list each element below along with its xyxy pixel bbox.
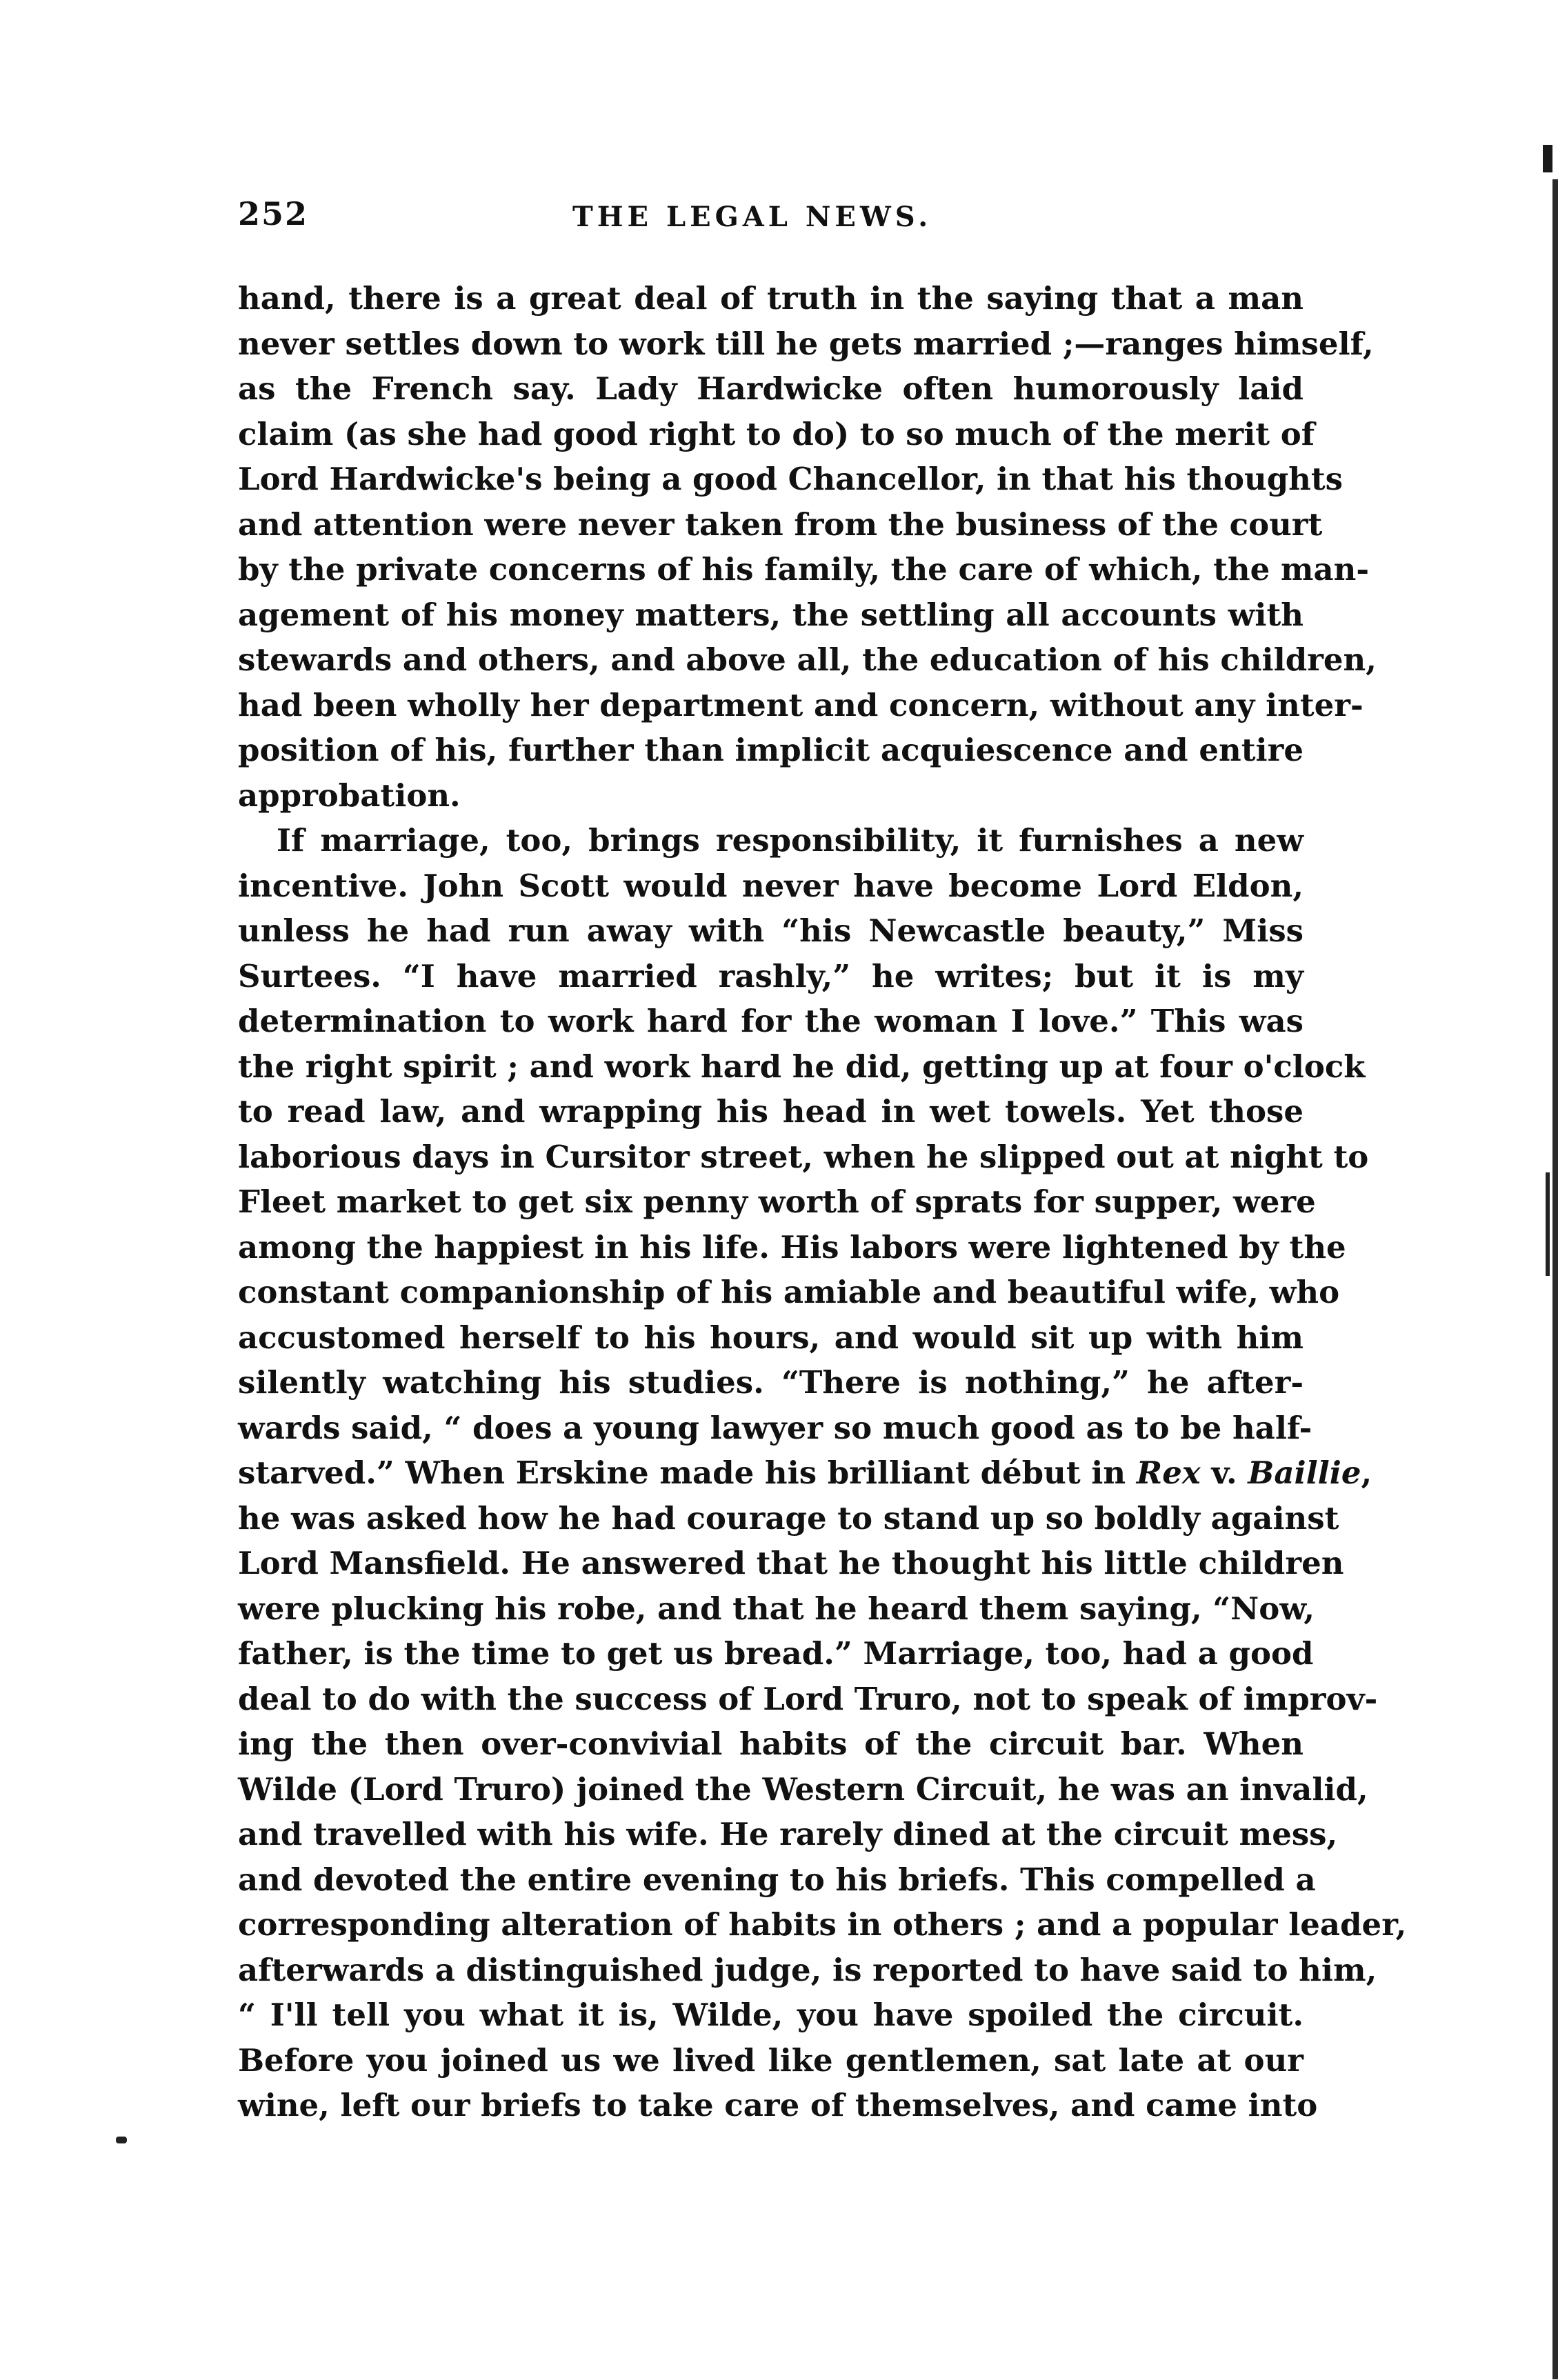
text-line: as the French say. Lady Hardwicke often humorously laid — [238, 370, 1304, 407]
text-line: and attention were never taken from the business of the court — [238, 506, 1323, 543]
body-text — [238, 276, 1407, 2128]
text-segment: starved.” When Erskine made his brilliant début in — [238, 1454, 1126, 1491]
page-edge-mark — [1546, 1172, 1550, 1276]
text-line: had been wholly her department and concern, without any inter- — [238, 686, 1364, 723]
text-line: silently watching his studies. “There is nothing,” he after- — [238, 1364, 1304, 1401]
text-line: and devoted the entire evening to his briefs. This compelled a — [238, 1861, 1316, 1898]
text-line: incentive. John Scott would never have become Lord Eldon, — [238, 867, 1304, 904]
text-line: Fleet market to get six penny worth of sprats for supper, were — [238, 1183, 1316, 1220]
text-line: corresponding alteration of habits in others ; and a popular leader, — [238, 1906, 1407, 1943]
case-name-versus: v. — [1200, 1454, 1248, 1491]
text-line: Lord Mansfield. He answered that he thought his little children — [238, 1545, 1344, 1581]
text-line: approbation. — [238, 777, 461, 814]
text-line: he was asked how he had courage to stand up so boldly against — [238, 1499, 1339, 1537]
page-edge-shadow — [1552, 179, 1558, 2379]
text-line: claim (as she had good right to do) to so much of the merit of — [238, 415, 1315, 452]
text-line: constant companionship of his amiable and beautiful wife, who — [238, 1274, 1340, 1310]
text-line: never settles down to work till he gets married ;—ranges himself, — [238, 325, 1374, 362]
text-line: father, is the time to get us bread.” Marriage, too, had a good — [238, 1635, 1314, 1672]
paragraph-start-line: If marriage, too, brings responsibility, it furnishes a new — [277, 822, 1304, 859]
text-line: deal to do with the success of Lord Truro, not to speak of improv- — [238, 1680, 1378, 1717]
text-line: laborious days in Cursitor street, when he slipped out at night to — [238, 1138, 1369, 1175]
text-line-with-case-name — [238, 1450, 1372, 1496]
text-line: unless he had run away with “his Newcastle beauty,” Miss — [238, 912, 1304, 949]
text-line: stewards and others, and above all, the education of his children, — [238, 641, 1377, 678]
running-title: THE LEGAL NEWS. — [572, 201, 932, 233]
page-number: 252 — [238, 195, 309, 232]
text-line: determination to work hard for the woman I love.” This was — [238, 1003, 1304, 1039]
text-line: agement of his money matters, the settling all accounts with — [238, 596, 1304, 633]
text-line: were plucking his robe, and that he heard them saying, “Now, — [238, 1590, 1315, 1627]
text-line: position of his, further than implicit acquiescence and entire — [238, 732, 1304, 768]
text-line: “ I'll tell you what it is, Wilde, you have spoiled the circuit. — [238, 1997, 1304, 2033]
case-name-baillie: Baillie — [1248, 1454, 1361, 1491]
text-line: wards said, “ does a young lawyer so much good as to be half- — [238, 1409, 1312, 1446]
text-line: Wilde (Lord Truro) joined the Western Circuit, he was an invalid, — [238, 1770, 1368, 1808]
text-line: to read law, and wrapping his head in wet towels. Yet those — [238, 1093, 1304, 1130]
text-line: and travelled with his wife. He rarely dined at the circuit mess, — [238, 1816, 1338, 1852]
ink-speck — [116, 2137, 127, 2143]
text-line: among the happiest in his life. His labors were lightened by the — [238, 1228, 1346, 1266]
page-edge-tick — [1543, 145, 1552, 172]
text-line: the right spirit ; and work hard he did, getting up at four o'clock — [238, 1048, 1366, 1085]
text-line: Lord Hardwicke's being a good Chancellor, in that his thoughts — [238, 461, 1344, 497]
text-line: Surtees. “I have married rashly,” he writes; but it is my — [238, 957, 1304, 994]
text-line: ing the then over-convivial habits of the circuit bar. When — [238, 1726, 1304, 1762]
text-line: accustomed herself to his hours, and would sit up with him — [238, 1319, 1304, 1356]
text-line: Before you joined us we lived like gentlemen, sat late at our — [238, 2041, 1304, 2079]
text-line: hand, there is a great deal of truth in the saying that a man — [238, 280, 1304, 317]
text-line: by the private concerns of his family, the care of which, the man- — [238, 551, 1370, 588]
page-header — [238, 195, 1307, 250]
text-line: afterwards a distinguished judge, is reported to have said to him, — [238, 1951, 1377, 1988]
case-name-rex: Rex — [1136, 1454, 1201, 1491]
text-line: wine, left our briefs to take care of themselves, and came into — [238, 2087, 1318, 2123]
case-name-comma: , — [1361, 1454, 1372, 1491]
